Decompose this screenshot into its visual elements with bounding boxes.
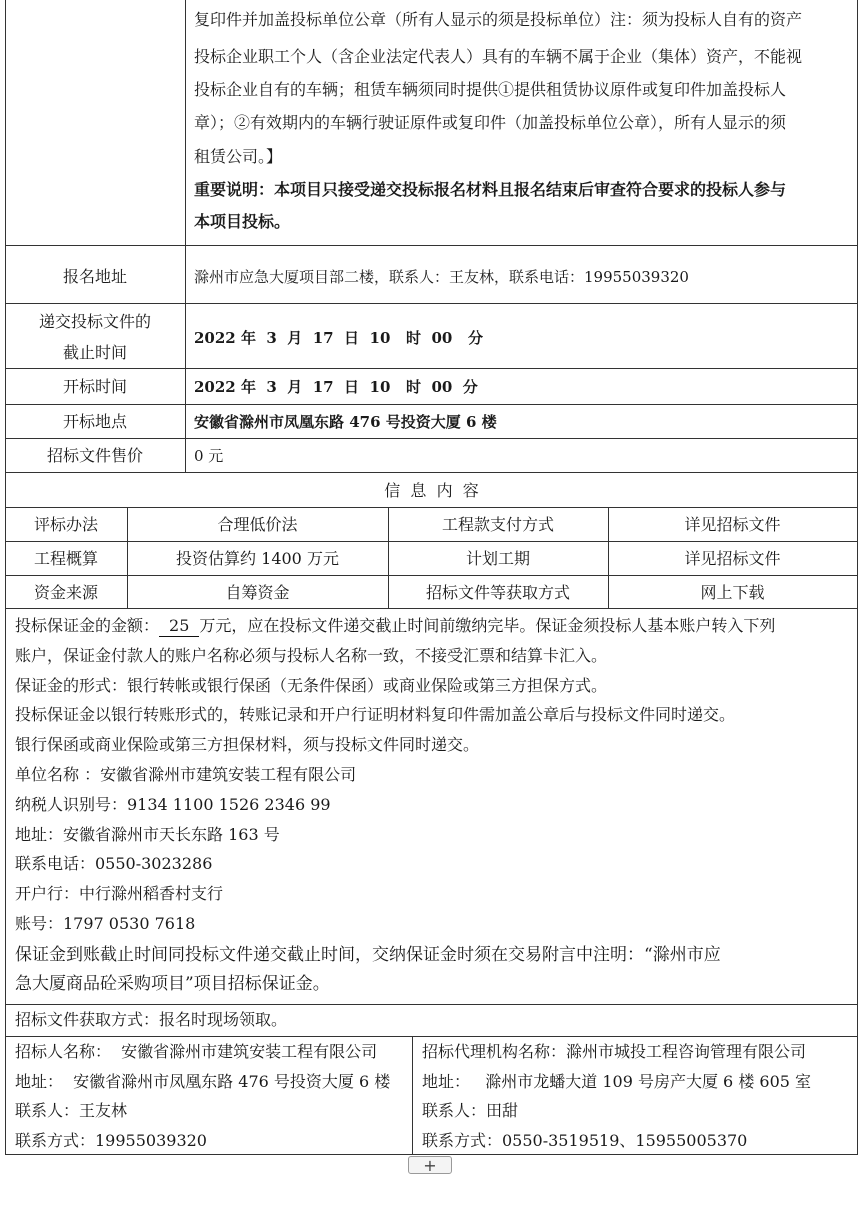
row-divider — [5, 303, 858, 304]
deadline-label-line1: 递交投标文件的 — [38, 312, 151, 331]
row-divider — [5, 245, 858, 246]
table-border-left — [5, 0, 6, 1155]
info-cell: 资金来源 — [33, 583, 98, 602]
notice-line: 章）；②有效期内的车辆行驶证原件或复印件（加盖投标单位公章），所有人显示的须 — [194, 113, 787, 132]
info-cell: 详见招标文件 — [684, 515, 781, 534]
notice-line: 复印件并加盖投标单位公章（所有人显示的须是投标单位）注：须为投标人自有的资产 — [194, 10, 803, 29]
row-divider — [5, 368, 858, 369]
deposit-line: 银行保函或商业保险或第三方担保材料，须与投标文件同时递交。 — [15, 735, 480, 754]
opening-place-label: 开标地点 — [62, 412, 127, 431]
row-divider — [5, 1036, 858, 1037]
important-note-line: 本项目投标。 — [194, 212, 291, 231]
deadline-label-line2: 截止时间 — [62, 343, 127, 362]
agency-contact: 联系人：田甜 — [422, 1101, 519, 1120]
deposit-line: 账户，保证金付款人的账户名称必须与投标人名称一致，不接受汇票和结算卡汇入。 — [15, 646, 608, 665]
agency-name: 招标代理机构名称：滁州市城投工程咨询管理有限公司 — [422, 1042, 807, 1061]
unit-phone: 联系电话：0550-3023286 — [15, 854, 213, 873]
notice-line: 投标企业自有的车辆；租赁车辆须同时提供①提供租赁协议原件或复印件加盖投标人 — [194, 80, 787, 99]
table-border-right — [857, 0, 858, 1155]
row-divider — [5, 438, 858, 439]
unit-name: 单位名称 ：安徽省滁州市建筑安装工程有限公司 — [15, 765, 357, 784]
table-border-bottom — [5, 1154, 858, 1155]
deposit-amount-line — [15, 616, 775, 637]
tax-id: 纳税人识别号：9134 1100 1526 2346 99 — [15, 795, 331, 814]
deposit-amount: 25 — [159, 616, 199, 637]
row-divider — [5, 404, 858, 405]
deposit-form-line: 保证金的形式：银行转帐或银行保函（无条件保函）或商业保险或第三方担保方式。 — [15, 676, 608, 695]
deposit-amount-prefix: 投标保证金的金额： — [15, 616, 160, 635]
doc-price-label: 招标文件售价 — [46, 446, 143, 465]
opening-time-label: 开标时间 — [62, 377, 127, 396]
info-cell: 自筹资金 — [225, 583, 290, 602]
info-section-header: 信 息 内 容 — [384, 481, 479, 500]
row-divider — [5, 541, 858, 542]
deadline-value: 2022 年 3 月 17 日 10 时 00 分 — [194, 329, 484, 347]
registration-address-label: 报名地址 — [62, 267, 127, 286]
contact-column-divider — [412, 1036, 413, 1154]
info-cell: 评标办法 — [33, 515, 98, 534]
notice-line: 投标企业职工个人（含企业法定代表人）具有的车辆不属于企业（集体）资产，不能视 — [194, 47, 803, 66]
info-cell: 招标文件等获取方式 — [425, 583, 570, 602]
opening-time-value: 2022 年 3 月 17 日 10 时 00 分 — [194, 378, 478, 396]
agency-address: 地址： 滁州市龙蟠大道 109 号房产大厦 6 楼 605 室 — [422, 1072, 812, 1091]
opening-place-value: 安徽省滁州市凤凰东路 476 号投资大厦 6 楼 — [194, 413, 497, 431]
bank-name: 开户行：中行滁州稻香村支行 — [15, 884, 224, 903]
row-divider — [5, 1004, 858, 1005]
tenderer-phone: 联系方式：19955039320 — [15, 1131, 207, 1150]
deposit-note: 急大厦商品砼采购项目”项目招标保证金。 — [15, 974, 330, 994]
info-cell: 投资估算约 1400 万元 — [176, 549, 339, 568]
row-divider — [5, 608, 858, 609]
row-divider — [5, 472, 858, 473]
info-cell: 工程款支付方式 — [441, 515, 554, 534]
deposit-amount-suffix: 万元，应在投标文件递交截止时间前缴纳完毕。保证金须投标人基本账户转入下列 — [199, 616, 776, 635]
agency-phone: 联系方式：0550-3519519、15955005370 — [422, 1131, 748, 1150]
doc-price-value: 0 元 — [194, 447, 224, 465]
tenderer-contact: 联系人：王友林 — [15, 1101, 128, 1120]
acquisition-method: 招标文件获取方式：报名时现场领取。 — [15, 1010, 288, 1029]
info-cell: 计划工期 — [465, 549, 530, 568]
expand-plus-button[interactable]: + — [408, 1156, 452, 1174]
tenderer-name: 招标人名称： 安徽省滁州市建筑安装工程有限公司 — [15, 1042, 378, 1061]
info-cell: 详见招标文件 — [684, 549, 781, 568]
notice-line: 租赁公司。】 — [194, 147, 283, 166]
unit-address: 地址：安徽省滁州市天长东路 163 号 — [15, 825, 280, 844]
deposit-line: 投标保证金以银行转账形式的，转账记录和开户行证明材料复印件需加盖公章后与投标文件同时递交。 — [15, 705, 736, 724]
info-cell: 工程概算 — [33, 549, 98, 568]
row-divider — [5, 575, 858, 576]
deposit-note: 保证金到账截止时间同投标文件递交截止时间，交纳保证金时须在交易附言中注明：“滁州市应 — [15, 945, 721, 965]
tenderer-address: 地址： 安徽省滁州市凤凰东路 476 号投资大厦 6 楼 — [15, 1072, 391, 1091]
row-divider — [5, 507, 858, 508]
important-note-line: 重要说明：本项目只接受递交投标报名材料且报名结束后审查符合要求的投标人参与 — [194, 180, 787, 199]
info-cell: 合理低价法 — [217, 515, 298, 534]
info-cell: 网上下载 — [700, 583, 765, 602]
registration-address-value: 滁州市应急大厦项目部二楼，联系人：王友林，联系电话：19955039320 — [194, 268, 689, 286]
bank-account: 账号：1797 0530 7618 — [15, 914, 196, 933]
label-column-divider — [185, 0, 186, 472]
